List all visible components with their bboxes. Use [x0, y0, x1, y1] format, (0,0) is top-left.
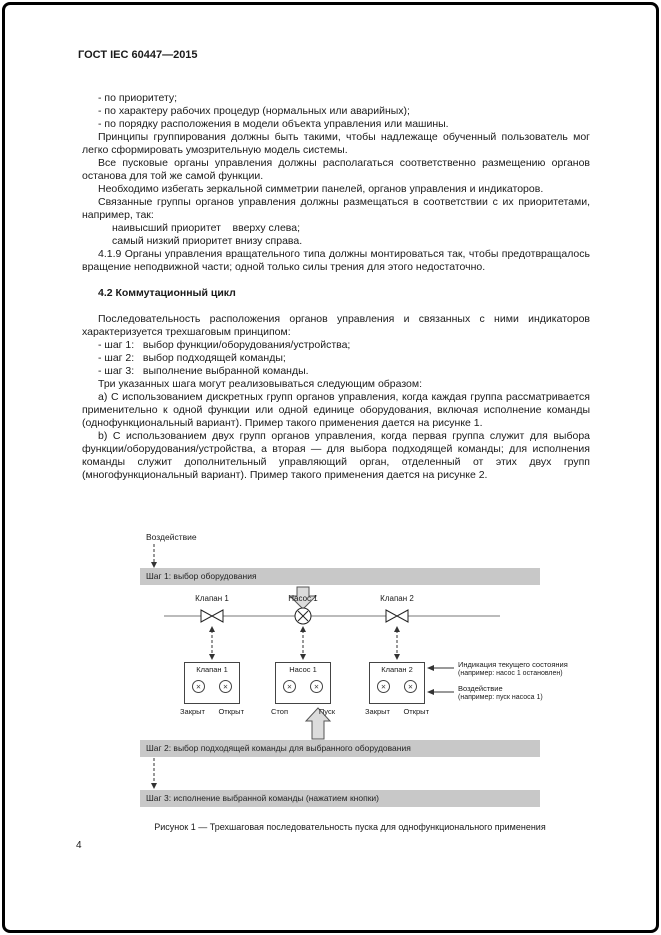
button-labels-valve2 — [365, 707, 429, 716]
step3-bar: Шаг 3: исполнение выбранной команды (нажатием кнопки) — [140, 790, 540, 807]
pump-icon — [295, 608, 311, 624]
impact-label: Воздействие — [146, 532, 197, 542]
paragraph: Все пусковые органы управления должны располагаться соответственно размещению органов останова для той же самой функции. — [82, 157, 590, 182]
button-label: Закрыт — [180, 707, 205, 716]
signal-arrow-icon — [209, 626, 400, 660]
annotation-indication — [458, 660, 568, 678]
list-item: - шаг 1: выбор функции/оборудования/устройства; — [98, 339, 351, 351]
panel-title: Клапан 2 — [381, 665, 413, 674]
button-labels-pump — [271, 707, 335, 716]
button-labels-valve1 — [180, 707, 244, 716]
device-label-valve2: Клапан 2 — [380, 594, 414, 603]
priority-line: самый низкий приоритет внизу справа. — [112, 235, 303, 247]
priority-line: наивысший приоритет вверху слева; — [112, 222, 300, 234]
button-label: Закрыт — [365, 707, 390, 716]
paragraph: b) С использованием двух групп органов управления, когда первая группа служит для выбора функции/оборудования/устройства, а вторая — для выбора подходящей команды; для исполнения команды служит дополнительный управляющий орган, отделенный от этих двух групп (многофункциональный вариант). Пример такого применения дается на рисунке 2. — [82, 430, 590, 481]
list-item: - по характеру рабочих процедур (нормальных или аварийных); — [98, 105, 410, 117]
indicator-button-icon: ✕ — [310, 680, 323, 693]
annotation-line: (например: насос 1 остановлен) — [458, 670, 563, 677]
indicator-button-icon: ✕ — [404, 680, 417, 693]
paragraph: Связанные группы органов управления должны размещаться в соответствии с их приоритетами, например, так: — [82, 196, 590, 221]
panel-title: Насос 1 — [289, 665, 317, 674]
valve-icon — [386, 610, 408, 622]
device-label-valve1: Клапан 1 — [195, 594, 229, 603]
figure-1 — [140, 532, 645, 832]
section-heading: 4.2 Коммутационный цикл — [98, 287, 236, 299]
list-item: - шаг 2: выбор подходящей команды; — [98, 352, 286, 364]
step1-bar: Шаг 1: выбор оборудования — [140, 568, 540, 585]
button-label: Пуск — [318, 707, 335, 716]
device-label-pump: Насос 1 — [288, 594, 318, 603]
list-item: - шаг 3: выполнение выбранной команды. — [98, 365, 309, 377]
paragraph: Принципы группирования должны быть такими, чтобы надлежаще обученный пользователь мог легко сформировать умозрительную модель системы. — [82, 131, 590, 156]
paragraph: Необходимо избегать зеркальной симметрии панелей, органов управления и индикаторов. — [98, 183, 544, 195]
figure-caption: Рисунок 1 — Трехшаговая последовательность пуска для однофункционального применения — [154, 822, 546, 832]
indicator-button-icon: ✕ — [377, 680, 390, 693]
control-panel-valve2 — [369, 662, 425, 704]
list-item: - по порядку расположения в модели объекта управления или машины. — [98, 118, 449, 130]
control-panel-pump — [275, 662, 331, 704]
annotation-action — [458, 684, 543, 702]
body-text — [82, 92, 590, 482]
annotation-line: (например: пуск насоса 1) — [458, 694, 543, 701]
annotation-line: Воздействие — [458, 684, 503, 693]
paragraph: 4.1.9 Органы управления вращательного типа должны монтироваться так, чтобы предотвращалось вращение неподвижной части; одной только силы трения для этого недостаточно. — [82, 248, 590, 273]
annotation-arrow-icon — [427, 665, 454, 695]
paragraph: a) С использованием дискретных групп органов управления, когда каждая группа рассматривается применительно к одной функции или одной единице оборудования, включая исполнение команды (однофункциональный вариант). Пример такого применения дается на рисунке 1. — [82, 391, 590, 429]
paragraph: Последовательность расположения органов управления и связанных с ними индикаторов характеризуется трехшаговым принципом: — [82, 313, 590, 338]
button-label: Открыт — [218, 707, 244, 716]
page-number: 4 — [76, 840, 82, 851]
impact-flow-arrow-icon — [151, 544, 157, 568]
indicator-button-icon: ✕ — [283, 680, 296, 693]
page-header: ГОСТ IEC 60447—2015 — [78, 49, 198, 61]
paragraph: Три указанных шага могут реализовываться следующим образом: — [98, 378, 423, 390]
indicator-button-icon: ✕ — [219, 680, 232, 693]
annotation-line: Индикация текущего состояния — [458, 660, 568, 669]
step2-bar: Шаг 2: выбор подходящей команды для выбранного оборудования — [140, 740, 540, 757]
step-flow-arrow-icon — [151, 758, 157, 789]
control-panel-valve1 — [184, 662, 240, 704]
valve-icon — [201, 610, 223, 622]
panel-title: Клапан 1 — [196, 665, 228, 674]
button-label: Стоп — [271, 707, 288, 716]
list-item: - по приоритету; — [98, 92, 178, 104]
button-label: Открыт — [403, 707, 429, 716]
indicator-button-icon: ✕ — [192, 680, 205, 693]
